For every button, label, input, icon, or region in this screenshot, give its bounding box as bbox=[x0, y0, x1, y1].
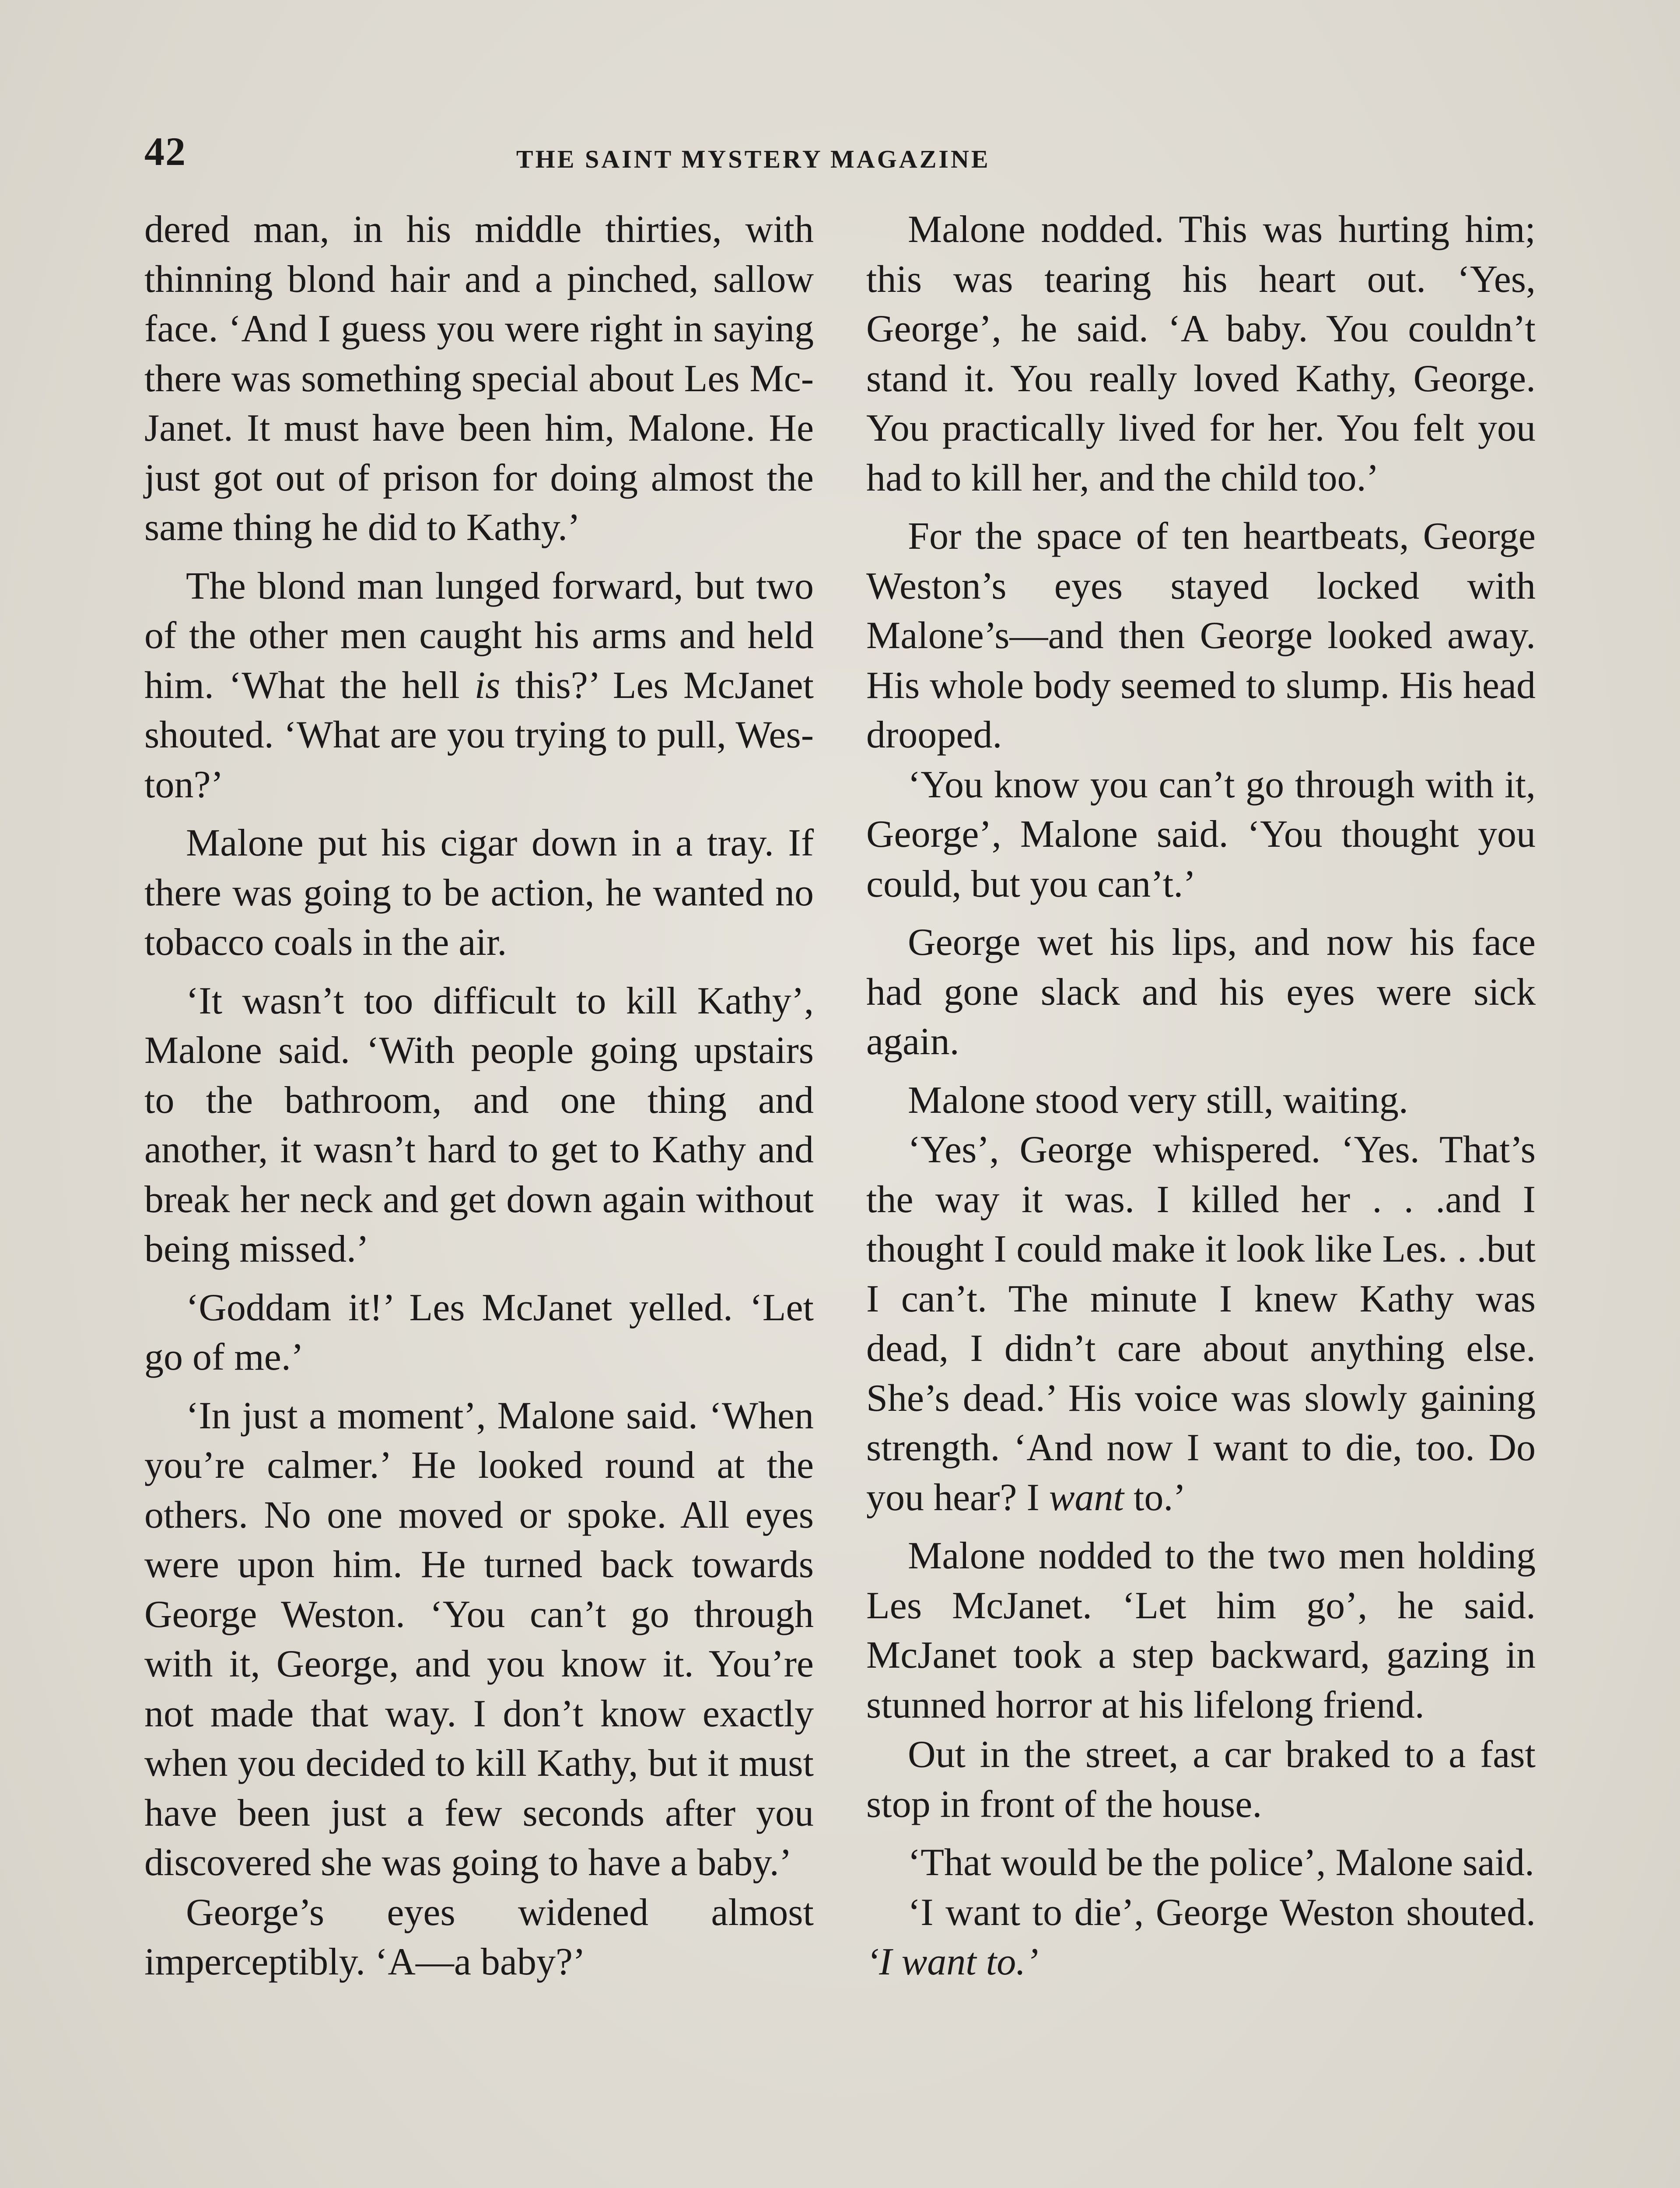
italic-text: want bbox=[1049, 1476, 1124, 1519]
running-head: THE SAINT MYSTERY MAGAZINE bbox=[516, 145, 990, 173]
paragraph: For the space of ten heartbeats, George Weston’s eyes stayed locked with Malone’s—and then George looked away. His whole body seemed to slump. His head drooped. bbox=[866, 515, 1536, 756]
paragraph: George wet his lips, and now his face had gone slack and his eyes were sick again. bbox=[866, 921, 1536, 1063]
right-column bbox=[866, 205, 1536, 1996]
text-run: ‘Yes’, George whispered. ‘Yes. That’s the way it was. I killed her . . .and I thought I could make it look like Les. . .but I can’t. The minute I knew Kathy was dead, I didn’t care about anything else. She’s dead.’ His voice was slowly gaining strength. ‘And now I want to die, too. Do you hear? I bbox=[866, 1129, 1536, 1519]
paragraph: ‘That would be the police’, Malone said. bbox=[908, 1841, 1535, 1884]
paragraph bbox=[144, 561, 814, 810]
paragraph bbox=[866, 1888, 1536, 1987]
page-number: 42 bbox=[144, 129, 186, 174]
paragraph: Out in the street, a car braked to a fast stop in front of the house. bbox=[866, 1733, 1536, 1826]
paragraph: Malone nodded to the two men holding Les McJanet. ‘Let him go’, he said. McJanet took a step backward, gazing in stunned horror at his lifelong friend. bbox=[866, 1535, 1536, 1726]
paragraph: Malone nodded. This was hurting him; this was tearing his heart out. ‘Yes, George’, he said. ‘A baby. You couldn’t stand it. You really loved Kathy, George. You practically lived for her. You felt you had to kill her, and the child too.’ bbox=[866, 208, 1536, 499]
paragraph: ‘You know you can’t go through with it, George’, Malone said. ‘You thought you could, but you can’t.’ bbox=[866, 763, 1536, 905]
paragraph: Malone stood very still, waiting. bbox=[908, 1079, 1408, 1122]
paragraph: ‘Goddam it!’ Les McJanet yelled. ‘Let go of me.’ bbox=[144, 1286, 814, 1378]
paragraph: ‘It wasn’t too difficult to kill Kathy’, Malone said. ‘With people going upstairs to the bathroom, and one thing and another, it wasn’t hard to get to Kathy and break her neck and get down again without being missed.’ bbox=[144, 979, 814, 1270]
paragraph: ‘In just a moment’, Malone said. ‘When you’re calmer.’ He looked round at the others. No one moved or spoke. All eyes were upon him. He turned back towards George Weston. ‘You can’t go through with it, George, and you know it. You’re not made that way. I don’t know exactly when you decided to kill Kathy, but it must have been just a few seconds after you discovered she was going to have a baby.’ bbox=[144, 1394, 814, 1884]
text-run: this?’ Les McJanet shouted. ‘What are you trying to pull, Weston?’ bbox=[144, 664, 814, 806]
text-run: ‘I want to die’, George Weston shouted. bbox=[908, 1891, 1536, 1934]
italic-text: ‘I want to.’ bbox=[866, 1941, 1039, 1983]
italic-text: is bbox=[474, 664, 500, 707]
paragraph: dered man, in his middle thirties, with thinning blond hair and a pinched, sallow face. ‘And I guess you were right in saying there was something special about Les McJanet. It must have been him, Malone. He just got out of prison for doing almost the same thing he did to Kathy.’ bbox=[144, 208, 814, 549]
left-column bbox=[144, 205, 814, 1996]
text-run: to.’ bbox=[1124, 1476, 1186, 1519]
paragraph: George’s eyes widened almost imperceptibly. ‘A—a baby?’ bbox=[144, 1891, 814, 1983]
text-run: The blond man lunged forward, but two of the other men caught his arms and held him. ‘What the hell bbox=[144, 565, 814, 707]
paragraph: Malone put his cigar down in a tray. If there was going to be action, he wanted no tobacco coals in the air. bbox=[144, 822, 814, 964]
paragraph bbox=[866, 1125, 1536, 1522]
